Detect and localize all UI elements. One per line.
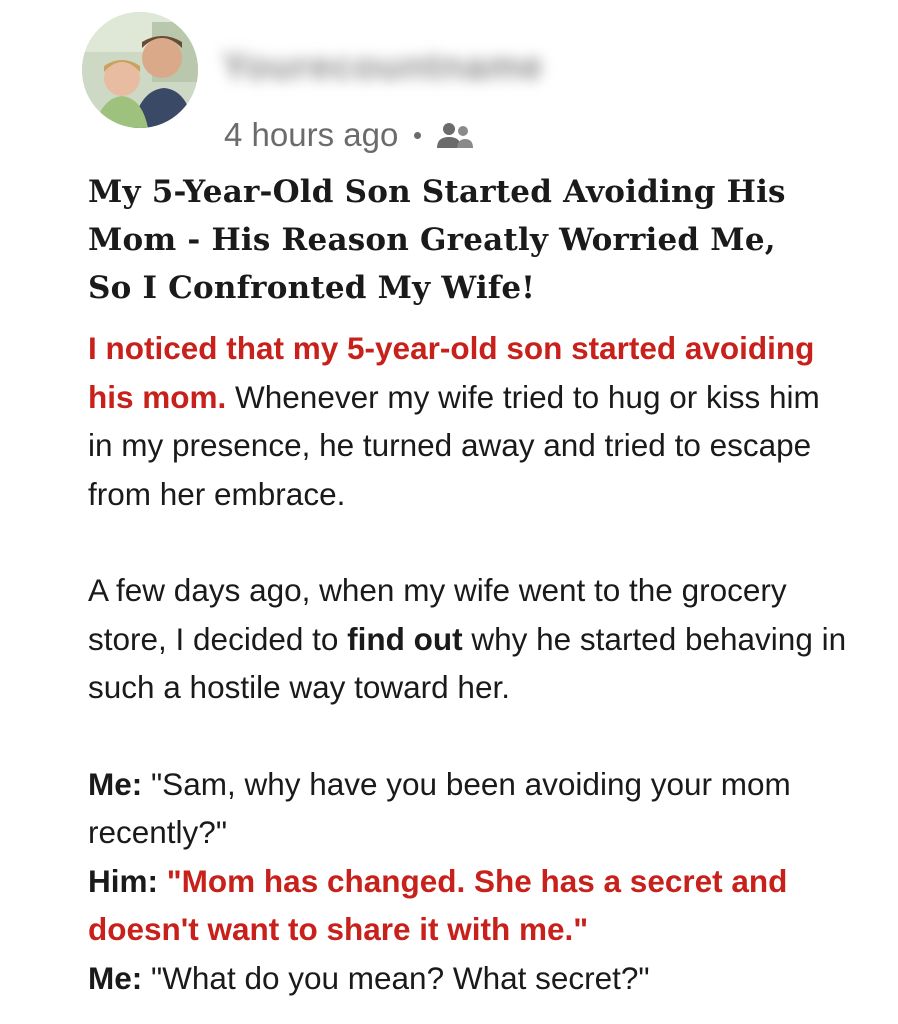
dialogue-line xyxy=(88,954,848,1003)
paragraph-text: A few days ago, when my wife went to the grocery store, I decided to xyxy=(88,572,787,657)
post-body xyxy=(88,324,848,1002)
dialogue-text: "Sam, why have you been avoiding your mom recently?" xyxy=(88,765,791,850)
speaker-label: Me: xyxy=(88,765,143,802)
post-title: My 5-Year-Old Son Started Avoiding His Mom - His Reason Greatly Worried Me, So I Confronted My Wife! xyxy=(88,174,786,306)
post-meta xyxy=(224,116,475,154)
highlight-text: I noticed that my 5-year-old son started avoiding his mom. xyxy=(88,330,815,415)
post-header xyxy=(82,12,862,162)
paragraph-gap xyxy=(88,518,848,566)
paragraph-2 xyxy=(88,566,848,712)
avatar-photo xyxy=(82,12,198,128)
friends-icon[interactable] xyxy=(435,120,475,150)
bold-text: find out xyxy=(347,620,463,657)
speaker-label: Me: xyxy=(88,959,143,996)
paragraph-text: Whenever my wife tried to hug or kiss him in my presence, he turned away and tried to escape from her embrace. xyxy=(88,378,820,512)
timestamp[interactable]: 4 hours ago xyxy=(224,116,399,153)
paragraph-text: why he started behaving in such a hostile way toward her. xyxy=(88,620,847,705)
dialogue-text: "What do you mean? What secret?" xyxy=(142,959,650,996)
dialogue-line xyxy=(88,760,848,857)
paragraph-1 xyxy=(88,324,848,518)
dialogue-line xyxy=(88,857,848,954)
paragraph-gap xyxy=(88,712,848,760)
author-name[interactable]: Yourecountname xyxy=(222,46,544,88)
separator-dot xyxy=(414,132,421,139)
speaker-label: Him: xyxy=(88,862,158,899)
avatar[interactable] xyxy=(82,12,198,128)
highlight-text: "Mom has changed. She has a secret and doesn't want to share it with me." xyxy=(88,862,788,947)
